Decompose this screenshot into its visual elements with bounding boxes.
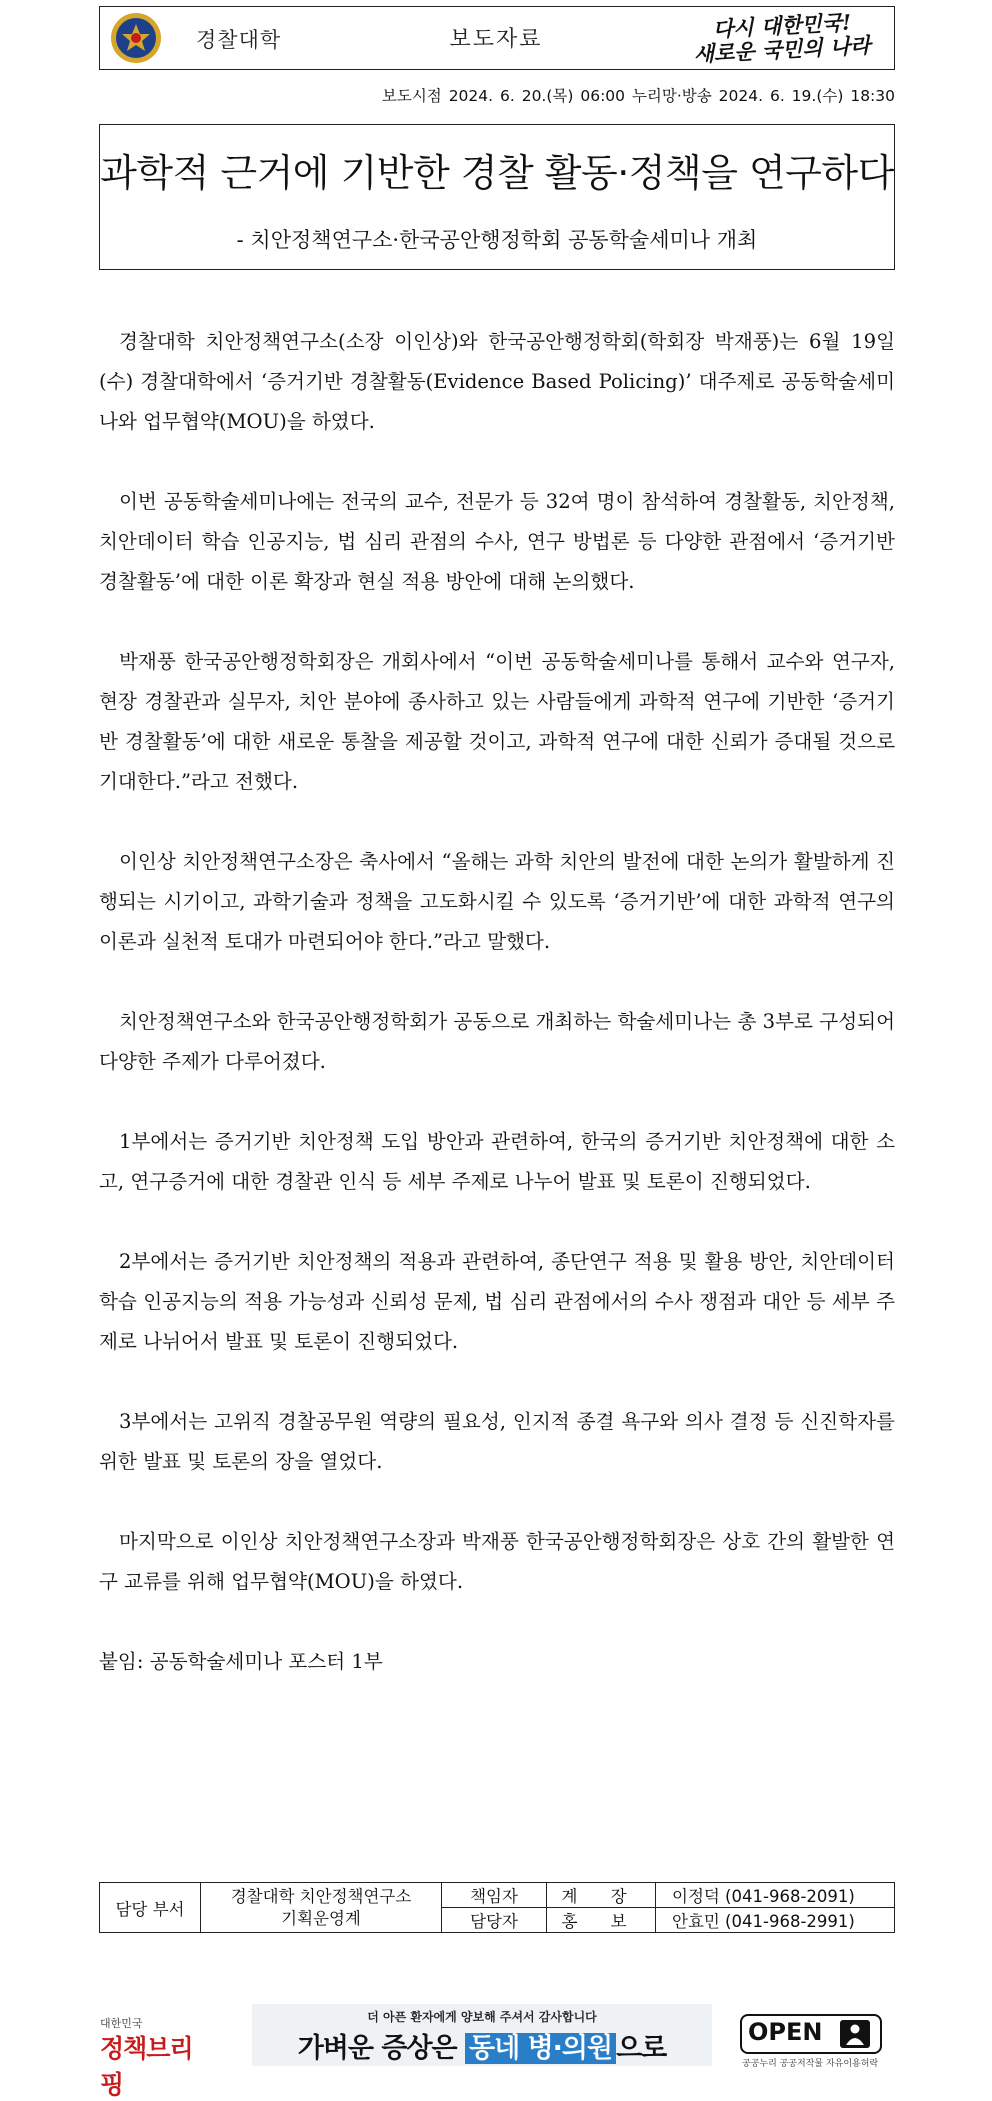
attachment-note: 붙임: 공동학술세미나 포스터 1부 [99, 1650, 383, 1673]
contact-position: 계 장 [547, 1883, 656, 1908]
dept-name-line2: 기획운영계 [281, 1908, 361, 1928]
paragraph: 이번 공동학술세미나에는 전국의 교수, 전문가 등 32여 명이 참석하여 경찰활동, 치안정책, 치안데이터 학습 인공지능, 법 심리 관점의 수사, 연구 방법론 등 다양한 관점에서 ‘증거기반 경찰활동’에 대한 이론 확장과 현실 적용 방안에 대해 논의했다. [99, 490, 895, 593]
banner-headline-c: 으로 [616, 2033, 667, 2064]
page-subtitle: - 치안정책연구소·한국공안행정학회 공동학술세미나 개최 [236, 228, 758, 252]
org-name: 경찰대학 [196, 28, 282, 52]
release-dateline: 보도시점 2024. 6. 20.(목) 06:00 누리망·방송 2024. 6. 19.(수) 18:30 [381, 87, 895, 105]
banner-headline [252, 2026, 712, 2065]
dept-name-line1: 경찰대학 치안정책연구소 [230, 1886, 412, 1906]
open-badge-text: OPEN [748, 2018, 823, 2046]
contact-role: 책임자 [442, 1883, 547, 1908]
policy-briefing-logo[interactable] [100, 2015, 210, 2099]
paragraph: 치안정책연구소와 한국공안행정학회가 공동으로 개최하는 학술세미나는 총 3부로 구성되어 다양한 주제가 다루어졌다. [99, 1010, 895, 1073]
slogan [682, 9, 882, 67]
paragraph: 마지막으로 이인상 치안정책연구소장과 박재풍 한국공안행정학회장은 상호 간의 활발한 연구 교류를 위해 업무협약(MOU)을 하였다. [99, 1530, 895, 1593]
paragraph: 경찰대학 치안정책연구소(소장 이인상)와 한국공안행정학회(학회장 박재풍)는 6월 19일(수) 경찰대학에서 ‘증거기반 경찰활동(Evidence Based Policing)’ 대주제로 공동학술세미나와 업무협약(MOU)을 하였다. [99, 330, 895, 433]
contact-role: 담당자 [442, 1908, 547, 1933]
paragraph: 박재풍 한국공안행정학회장은 개회사에서 “이번 공동학술세미나를 통해서 교수와 연구자, 현장 경찰관과 실무자, 치안 분야에 종사하고 있는 사람들에게 과학적 연구에 기반한 ‘증거기반 경찰활동’에 대한 새로운 통찰을 제공할 것이고, 과학적 연구에 대한 신뢰가 증대될 것으로 기대한다.”라고 전했다. [99, 650, 895, 793]
campaign-banner[interactable] [252, 2004, 712, 2066]
slogan-line2: 새로운 국민의 나라 [693, 32, 872, 67]
paragraph: 이인상 치안정책연구소장은 축사에서 “올해는 과학 치안의 발전에 대한 논의가 활발하게 진행되는 시기이고, 과학기술과 정책을 고도화시킬 수 있도록 ‘증거기반’에 대한 과학적 연구의 이론과 실천적 토대가 마련되어야 한다.”라고 말했다. [99, 850, 895, 953]
contact-table [99, 1882, 895, 1933]
policy-briefing-name: 정책브리핑 [100, 2034, 193, 2099]
contact-person: 이정덕 (041-968-2091) [656, 1883, 895, 1908]
banner-headline-highlight: 동네 병·의원 [465, 2033, 616, 2064]
paragraph: 1부에서는 증거기반 치안정책 도입 방안과 관련하여, 한국의 증거기반 치안정책에 대한 소고, 연구증거에 대한 경찰관 인식 등 세부 주제로 나누어 발표 및 토론이 진행되었다. [99, 1130, 895, 1193]
banner-caption: 더 아픈 환자에게 양보해 주셔서 감사합니다 [367, 2010, 597, 2024]
dept-name [201, 1883, 442, 1933]
table-row [100, 1883, 895, 1908]
banner-headline-a: 가벼운 증상은 [297, 2033, 466, 2064]
open-badge-caption: 공공누리 공공저작물 자유이용허락 [742, 2059, 879, 2069]
contact-position: 홍 보 [547, 1908, 656, 1933]
policy-briefing-country: 대한민국 [100, 2017, 143, 2030]
doc-type: 보도자료 [449, 27, 543, 52]
page-title: 과학적 근거에 기반한 경찰 활동·정책을 연구하다 [100, 151, 894, 195]
kogl-open-badge[interactable] [740, 2014, 882, 2069]
dept-label: 담당 부서 [100, 1883, 201, 1933]
paragraph: 3부에서는 고위직 경찰공무원 역량의 필요성, 인지적 종결 욕구와 의사 결정 등 신진학자를 위한 발표 및 토론의 장을 열었다. [99, 1410, 895, 1473]
contact-person: 안효민 (041-968-2991) [656, 1908, 895, 1933]
paragraph: 2부에서는 증거기반 치안정책의 적용과 관련하여, 종단연구 적용 및 활용 방안, 치안데이터 학습 인공지능의 적용 가능성과 신뢰성 문제, 법 심리 관점에서의 수사 쟁점과 대안 등 세부 주제로 나뉘어서 발표 및 토론이 진행되었다. [99, 1250, 895, 1353]
slogan-line1: 다시 대한민국! [712, 9, 852, 42]
license-person-icon [840, 2020, 870, 2048]
article-body [99, 322, 895, 1722]
